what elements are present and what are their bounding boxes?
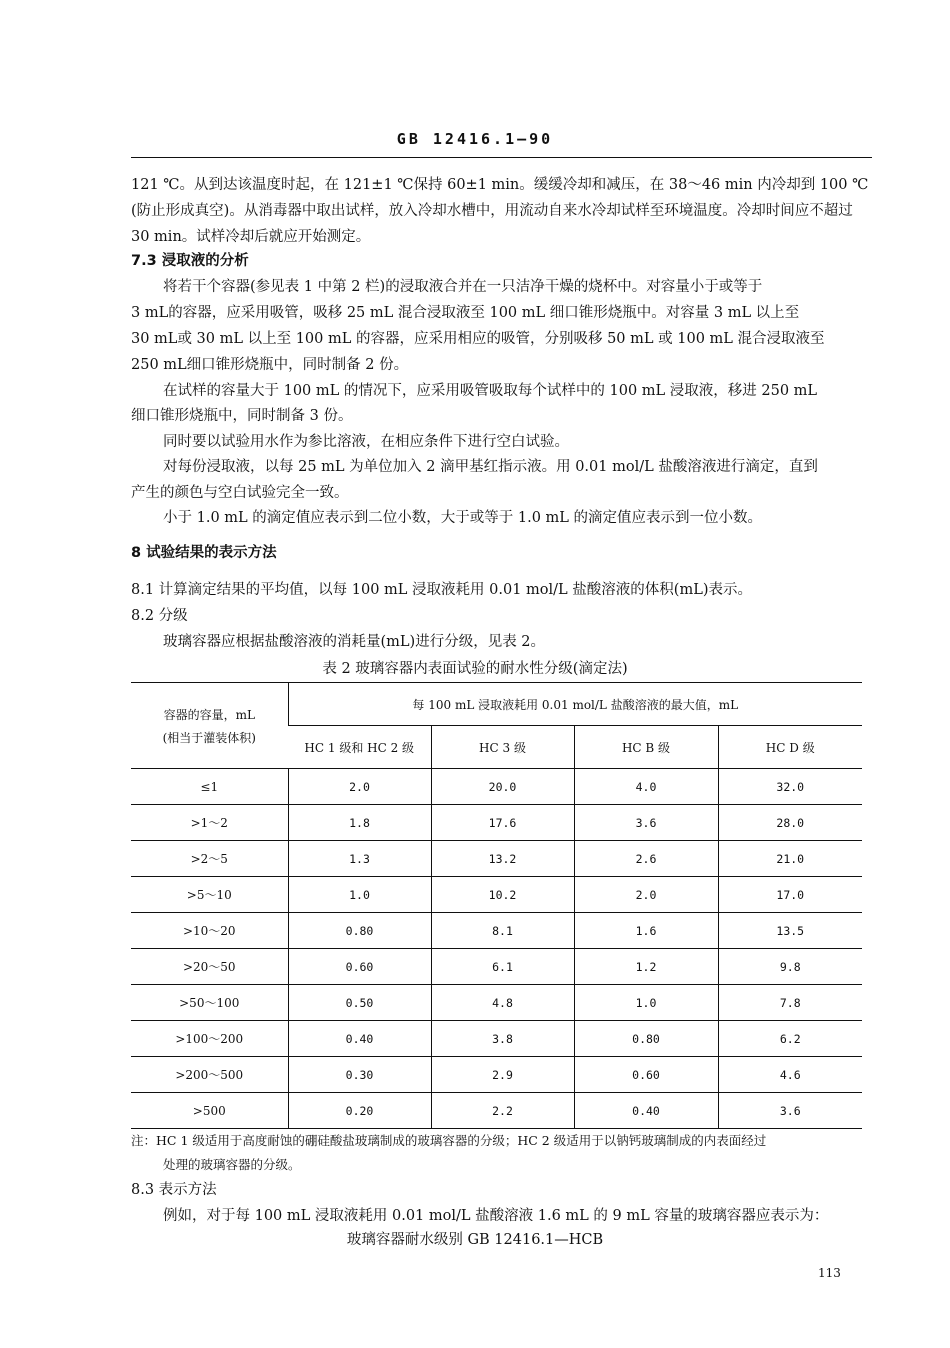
s83-heading: 8.3 表示方法 [131,1182,217,1198]
s73-p1-line4: 250 mL细口锥形烧瓶中，同时制备 2 份。 [131,357,409,373]
value-cell: 2.6 [574,841,718,877]
page-header: GB 12416.1—90 [396,130,554,148]
s73-p1-line2: 3 mL的容器，应采用吸管，吸移 25 mL 混合浸取液至 100 mL 细口锥形烧瓶中。对容量 3 mL 以上至 [131,305,800,321]
value-cell: 32.0 [718,769,862,805]
value-cell: 7.8 [718,985,862,1021]
value-cell: 0.40 [288,1021,431,1057]
col-header-hc3: HC 3 级 [431,726,574,769]
table-row [131,769,862,805]
value-cell: 4.0 [574,769,718,805]
value-cell: 28.0 [718,805,862,841]
s73-p3: 同时要以试验用水作为参比溶液，在相应条件下进行空白试验。 [163,434,569,450]
s73-p4-line1: 对每份浸取液，以每 25 mL 为单位加入 2 滴甲基红指示液。用 0.01 mol/L 盐酸溶液进行滴定，直到 [163,459,818,475]
value-cell: 2.2 [431,1093,574,1129]
water-resistance-table [131,682,862,1129]
value-cell: 1.0 [288,877,431,913]
value-cell: 17.0 [718,877,862,913]
capacity-header-line1: 容器的容量，mL [163,707,255,722]
value-cell: 3.6 [718,1093,862,1129]
s82-heading: 8.2 分级 [131,608,188,624]
s83-text: 例如，对于每 100 mL 浸取液耗用 0.01 mol/L 盐酸溶液 1.6 mL 的 9 mL 容量的玻璃容器应表示为： [163,1208,829,1224]
s73-p1-line3: 30 mL或 30 mL 以上至 100 mL 的容器，应采用相应的吸管，分别吸移 50 mL 或 100 mL 混合浸取液至 [131,331,825,347]
col-header-hcb: HC B 级 [574,726,718,769]
value-cell: 2.0 [574,877,718,913]
header-rule [131,157,872,158]
s73-p1-line1: 将若干个容器(参见表 1 中第 2 栏)的浸取液合并在一只洁净干燥的烧杯中。对容量小于或等于 [163,279,763,295]
value-cell: 4.6 [718,1057,862,1093]
capacity-cell: >100～200 [131,1021,288,1057]
table-row [131,1057,862,1093]
table-row [131,877,862,913]
value-cell: 4.8 [431,985,574,1021]
table-row [131,913,862,949]
value-cell: 20.0 [431,769,574,805]
value-cell: 0.20 [288,1093,431,1129]
table-caption: 表 2 玻璃容器内表面试验的耐水性分级(滴定法) [322,661,628,677]
capacity-header-line2: (相当于灌装体积) [162,730,256,745]
value-cell: 2.0 [288,769,431,805]
s73-p2-line1: 在试样的容量大于 100 mL 的情况下，应采用吸管吸取每个试样中的 100 mL 浸取液，移进 250 mL [163,383,818,399]
col-header-hc1-hc2: HC 1 级和 HC 2 级 [288,726,431,769]
capacity-cell: >5～10 [131,877,288,913]
value-cell: 13.5 [718,913,862,949]
value-cell: 0.40 [574,1093,718,1129]
value-cell: 0.80 [574,1021,718,1057]
capacity-cell: >1～2 [131,805,288,841]
s73-p5: 小于 1.0 mL 的滴定值应表示到二位小数，大于或等于 1.0 mL 的滴定值应表示到一位小数。 [163,510,763,526]
table-row [131,841,862,877]
value-cell: 6.1 [431,949,574,985]
capacity-cell: >50～100 [131,985,288,1021]
value-cell: 17.6 [431,805,574,841]
capacity-cell: >10～20 [131,913,288,949]
value-cell: 2.9 [431,1057,574,1093]
col-header-hcd: HC D 级 [718,726,862,769]
table-note-line2: 处理的玻璃容器的分级。 [163,1157,301,1172]
value-cell: 1.0 [574,985,718,1021]
value-cell: 1.2 [574,949,718,985]
value-cell: 9.8 [718,949,862,985]
table-row [131,985,862,1021]
capacity-cell: >2～5 [131,841,288,877]
value-cell: 3.6 [574,805,718,841]
s81-text: 8.1 计算滴定结果的平均值，以每 100 mL 浸取液耗用 0.01 mol/L 盐酸溶液的体积(mL)表示。 [131,582,752,598]
page-number: 113 [818,1266,841,1280]
s73-p4-line2: 产生的颜色与空白试验完全一致。 [131,485,349,501]
value-cell: 8.1 [431,913,574,949]
value-cell: 0.60 [288,949,431,985]
value-cell: 6.2 [718,1021,862,1057]
capacity-cell: >20～50 [131,949,288,985]
capacity-cell: >200～500 [131,1057,288,1093]
value-cell: 0.60 [574,1057,718,1093]
value-cell: 1.6 [574,913,718,949]
value-cell: 0.30 [288,1057,431,1093]
value-cell: 1.8 [288,805,431,841]
table-row [131,805,862,841]
grade-designation-formula: 玻璃容器耐水级别 GB 12416.1—HCB [346,1232,604,1248]
table-note-line1: 注：HC 1 级适用于高度耐蚀的硼硅酸盐玻璃制成的玻璃容器的分级；HC 2 级适用于以钠钙玻璃制成的内表面经过 [131,1133,767,1148]
top-paragraph: 121 ℃。从到达该温度时起，在 121±1 ℃保持 60±1 min。缓缓冷却和减压，在 38～46 min 内冷却到 100 ℃(防止形成真空)。从消毒器中取出试样，放入冷却水槽中，用流动自来水冷却试样至环境温度。冷却时间应不超过 30 min。试样冷却后就应开始测定。 [131,177,869,245]
section-7-3-heading: 7.3 浸取液的分析 [131,253,249,269]
capacity-cell: ≤1 [131,769,288,805]
value-cell: 10.2 [431,877,574,913]
table-row [131,949,862,985]
value-cell: 1.3 [288,841,431,877]
s73-p2-line2: 细口锥形烧瓶中，同时制备 3 份。 [131,408,353,424]
group-header: 每 100 mL 浸取液耗用 0.01 mol/L 盐酸溶液的最大值，mL [288,683,862,726]
value-cell: 0.80 [288,913,431,949]
capacity-header [131,683,288,769]
section-8-heading: 8 试验结果的表示方法 [131,545,277,561]
s82-text: 玻璃容器应根据盐酸溶液的消耗量(mL)进行分级，见表 2。 [163,634,546,650]
table-row [131,1093,862,1129]
value-cell: 0.50 [288,985,431,1021]
value-cell: 13.2 [431,841,574,877]
table-row [131,1021,862,1057]
value-cell: 3.8 [431,1021,574,1057]
value-cell: 21.0 [718,841,862,877]
capacity-cell: >500 [131,1093,288,1129]
